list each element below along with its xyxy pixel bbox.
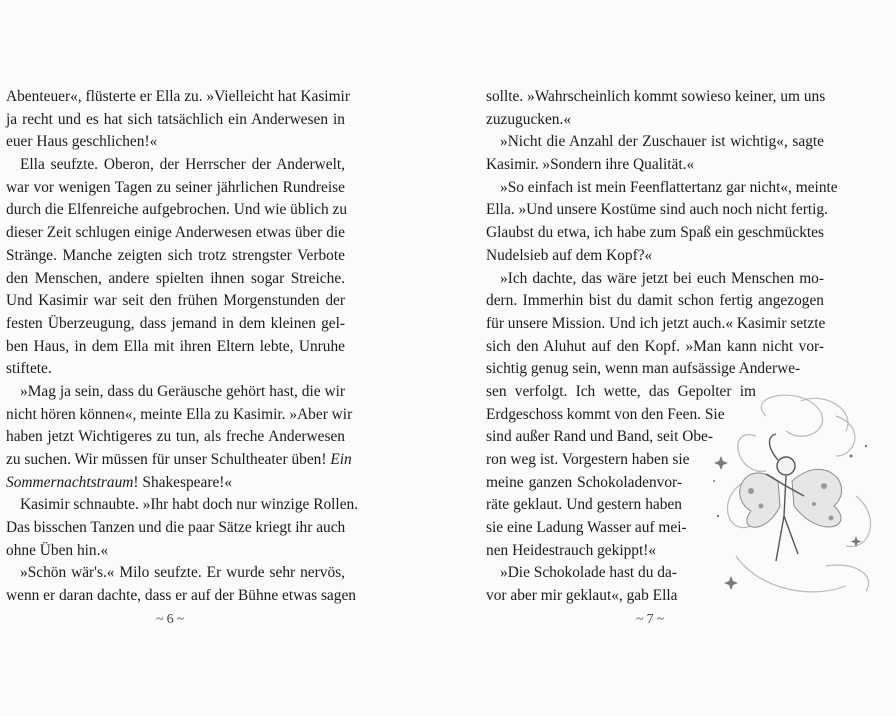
text-line: meine ganzen Schokoladenvor- [486,473,682,491]
text-line: Glaubst du etwa, ich habe zum Spaß ein geschmücktes [486,224,824,242]
folio-ornament: ~ [176,612,185,627]
page-number-right [636,612,664,628]
text-line: Nudelsieb auf dem Kopf?« [486,246,653,264]
text-line: Stränge. Manche zeigten sich trotz strengster Verbote [6,246,345,264]
text-line: ja recht und es hat sich tatsächlich ein Anderwesen in [6,110,345,128]
text-line: »Ich dachte, das wäre jetzt bei euch Menschen mo- [500,269,824,287]
text-line: festen Überzeugung, dass jemand in dem kleinen gel- [6,314,345,332]
folio-ornament: ~ [156,612,164,627]
fairy-illustration [706,386,890,608]
left-page-text [6,86,359,608]
text-line: sollte. »Wahrscheinlich kommt sowieso keiner, um uns [486,88,826,105]
text-line: ohne Üben hin.« [6,541,109,559]
text-line: durch die Elfenreiche aufgebrochen. Und wie üblich zu [6,201,348,219]
text-line: Kasimir schnaubte. »Ihr habt doch nur winzige Rollen. [20,496,359,514]
text-line: den Menschen, andere spielten ihnen sogar Streiche. [6,269,345,287]
italic-title: Sommernachtstraum [6,473,134,491]
text-line: euer Haus geschlichen!« [6,133,158,151]
text-line: zuzugucken.« [486,110,572,128]
text-line: Ella seufzte. Oberon, der Herrscher der Anderwelt, [20,156,345,174]
text-line: ben Haus, in dem Ella mit ihren Eltern lebte, Unruhe [6,337,345,355]
text-line: dern. Immerhin bist du damit schon fertig angezogen [486,292,824,310]
text-line: Erdgeschoss kommt von den Feen. Sie [486,405,725,423]
text-line: »Mag ja sein, dass du Geräusche gehört hast, die wir [20,382,345,400]
italic-title: Ein [330,451,352,468]
page-number-value: 6 [166,612,174,627]
page-number-value: 7 [646,612,654,627]
text-line: stiftete. [6,360,52,378]
text-line: war vor wenigen Tagen zu seiner jährlichen Rundreise [6,178,345,196]
text-line: sen verfolgt. Ich wette, das Gepolter im [486,382,756,400]
text-line: für unsere Mission. Und ich jetzt auch.« Kasimir setzte [486,314,826,332]
folio-ornament: ~ [636,612,644,627]
text-line: »So einfach ist mein Feenflattertanz gar nicht«, meinte [500,178,838,196]
text-line: Das bisschen Tanzen und die paar Sätze kriegt ihr auch [6,519,346,537]
text-segment: zu suchen. Wir müssen für unser Schultheater üben! [6,451,327,468]
text-line: vor aber mir geklaut«, gab Ella [486,587,678,605]
text-line: wenn er daran dachte, dass er auf der Bühne etwas sagen [6,587,356,605]
text-line: sie eine Ladung Wasser auf mei- [486,519,687,537]
text-line: »Die Schokolade hast du da- [500,564,677,582]
text-line: Kasimir. »Sondern ihre Qualität.« [486,156,695,174]
text-line: sind außer Rand und Band, seit Obe- [486,428,713,446]
text-segment: ! Shakespeare!« [133,473,233,491]
text-line: dieser Zeit schlugen einige Anderwesen etwas über die [6,224,345,242]
text-line: Abenteuer«, flüsterte er Ella zu. »Vielleicht hat Kasimir [6,88,350,105]
text-line: »Schön wär's.« Milo seufzte. Er wurde sehr nervös, [20,564,345,582]
text-line: sich den Aluhut auf den Kopf. »Man kann nicht vor- [486,337,824,355]
text-line: nen Heidestrauch gekippt!« [486,541,657,559]
text-line: räte geklaut. Und gestern haben [486,496,682,514]
text-line: Und Kasimir war seit den frühen Morgenstunden der [6,292,345,310]
page-number-left [156,612,184,628]
folio-ornament: ~ [656,612,665,627]
text-line: sichtig genug sein, wenn man aufsässige Anderwe- [486,360,801,378]
text-line: haben jetzt Wichtigeres zu tun, als freche Anderwesen [6,428,345,446]
text-line [6,449,352,472]
text-line: ron weg ist. Vorgestern haben sie [486,451,690,468]
text-line [6,472,345,495]
text-line: nicht hören können«, meinte Ella zu Kasimir. »Aber wir [6,405,353,423]
text-line: »Nicht die Anzahl der Zuschauer ist wichtig«, sagte [500,133,824,151]
text-line: Ella. »Und unsere Kostüme sind auch noch nicht fertig. [486,201,828,219]
